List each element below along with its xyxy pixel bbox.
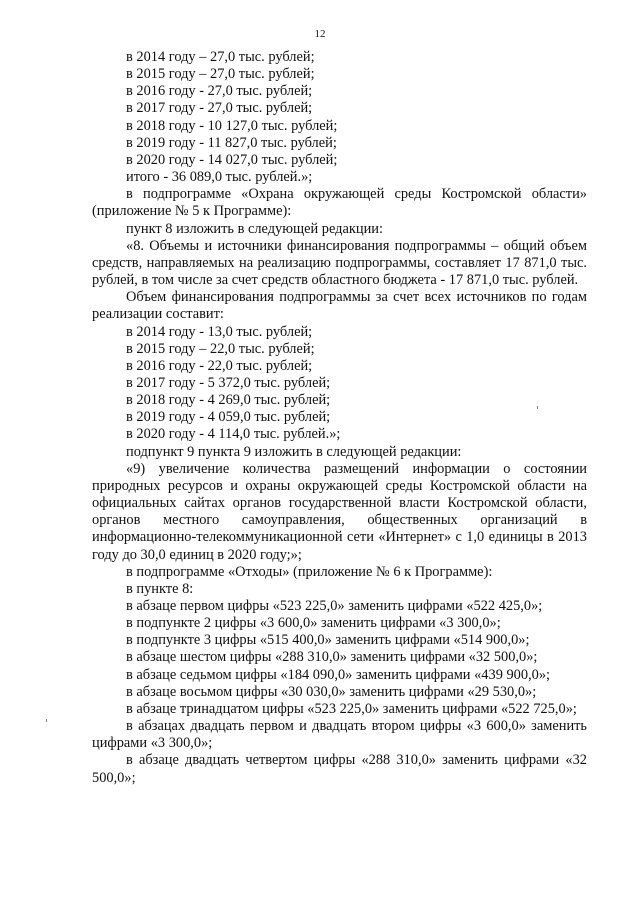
paragraph-env-2016: в 2016 году - 22,0 тыс. рублей; [126, 357, 313, 374]
paragraph-item-8-heading: пункт 8 изложить в следующей редакции: [126, 220, 383, 237]
paragraph-abzac-7: в абзаце седьмом цифры «184 090,0» заменить цифрами «439 900,0»; [126, 666, 551, 683]
paragraph-env-2017: в 2017 году - 5 372,0 тыс. рублей; [126, 374, 331, 391]
paragraph-total: итого - 36 089,0 тыс. рублей.»; [126, 169, 313, 186]
paragraph-env-2019: в 2019 году - 4 059,0 тыс. рублей; [126, 409, 331, 426]
paragraph-2019-amount: в 2019 году - 11 827,0 тыс. рублей; [126, 134, 337, 151]
paragraph-abzac-13: в абзаце тринадцатом цифры «523 225,0» заменить цифрами «522 725,0»; [126, 700, 577, 717]
paragraph-2014-amount: в 2014 году – 27,0 тыс. рублей; [126, 49, 315, 65]
paragraph-abzac-24: в абзаце двадцать четвертом цифры «288 310,0» заменить цифрами «32 500,0»; [92, 752, 587, 786]
paragraph-abzac-21-22: в абзацах двадцать первом и двадцать втором цифры «3 600,0» заменить цифрами «3 300,0»; [92, 718, 587, 752]
paragraph-2018-amount: в 2018 году - 10 127,0 тыс. рублей; [126, 117, 338, 134]
paragraph-2020-amount: в 2020 году - 14 027,0 тыс. рублей; [126, 151, 338, 168]
paragraph-env-2018: в 2018 году - 4 269,0 тыс. рублей; [126, 392, 331, 409]
paragraph-in-item-8: в пункте 8: [126, 580, 194, 597]
paragraph-abzac-1: в абзаце первом цифры «523 225,0» заменить цифрами «522 425,0»; [126, 598, 543, 614]
paragraph-financing-volume: Объем финансирования подпрограммы за счет всех источников по годам реализации составит: [92, 289, 587, 323]
paragraph-2015-amount: в 2015 году – 27,0 тыс. рублей; [126, 66, 315, 83]
paragraph-env-2015: в 2015 году – 22,0 тыс. рублей; [126, 340, 315, 357]
paragraph-env-2014: в 2014 году - 13,0 тыс. рублей; [126, 323, 313, 340]
paragraph-env-2020: в 2020 году - 4 114,0 тыс. рублей.»; [126, 426, 341, 443]
paragraph-subprogram-environment: в подпрограмме «Охрана окружающей среды Костромской области» (приложение № 5 к Программе): [92, 186, 587, 220]
paragraph-item-8-text: «8. Объемы и источники финансирования подпрограммы – общий объем средств, направляемых на реализацию подпрограммы, составляет 17 871,0 тыс. рублей, в том числе за счет средств областного бюджета - 17 871,0 тыс. рублей. [92, 237, 587, 289]
paragraph-abzac-8: в абзаце восьмом цифры «30 030,0» заменить цифрами «29 530,0»; [126, 683, 537, 700]
paragraph-abzac-6: в абзаце шестом цифры «288 310,0» заменить цифрами «32 500,0»; [126, 649, 538, 666]
paragraph-subprogram-waste: в подпрограмме «Отходы» (приложение № 6 к Программе): [126, 563, 493, 580]
document-body [92, 49, 587, 787]
page-number: 12 [314, 28, 326, 40]
scan-speck [46, 719, 47, 722]
paragraph-subitem-3: в подпункте 3 цифры «515 400,0» заменить цифрами «514 900,0»; [126, 632, 530, 649]
paragraph-subitem-9-heading: подпункт 9 пункта 9 изложить в следующей редакции: [126, 443, 462, 460]
paragraph-2017-amount: в 2017 году - 27,0 тыс. рублей; [126, 100, 313, 117]
paragraph-2016-amount: в 2016 году - 27,0 тыс. рублей; [126, 83, 313, 100]
paragraph-subitem-9-text: «9) увеличение количества размещений информации о состоянии природных ресурсов и охраны окружающей среды Костромской области на официальных сайтах органов государственной власти Костромской области, органов местного самоуправления, общественных организаций в информационно-телекоммуникационной сети «Интернет» с 1,0 единицы в 2013 году до 30,0 единиц в 2020 году;»; [92, 460, 587, 563]
scan-speck [537, 406, 538, 409]
paragraph-subitem-2: в подпункте 2 цифры «3 600,0» заменить цифрами «3 300,0»; [126, 615, 501, 632]
